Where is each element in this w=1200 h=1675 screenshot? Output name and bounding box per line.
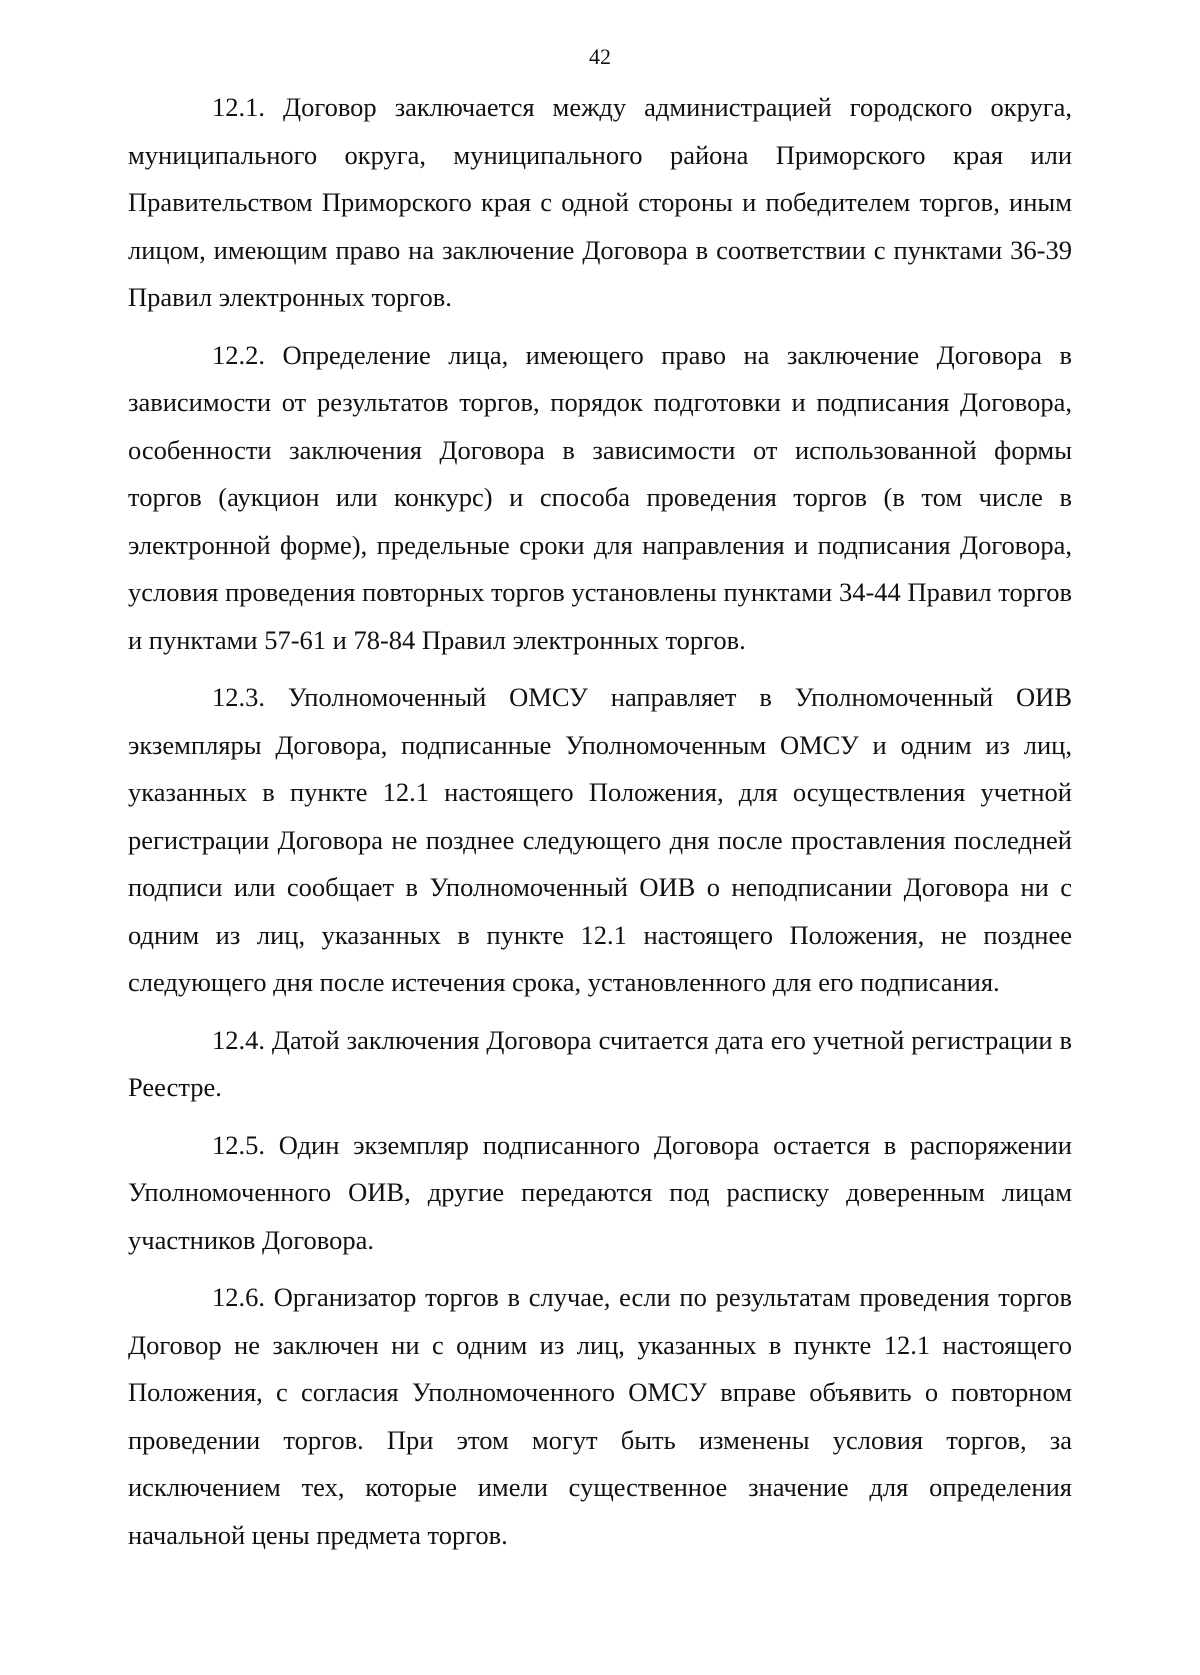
paragraph-12-1: 12.1. Договор заключается между администрацией городского округа, муниципального округа, муниципального района Приморского края или Правительством Приморского края с одной стороны и победителем торгов, иным лицом, имеющим право на заключение Договора в соответствии с пунктами 36-39 Правил электронных торгов. — [128, 92, 1072, 312]
paragraph-12-2: 12.2. Определение лица, имеющего право на заключение Договора в зависимости от результатов торгов, порядок подготовки и подписания Договора, особенности заключения Договора в зависимости от использованной формы торгов (аукцион или конкурс) и способа проведения торгов (в том числе в электронной форме), предельные сроки для направления и подписания Договора, условия проведения повторных торгов установлены пунктами 34-44 Правил торгов и пунктами 57-61 и 78-84 Правил электронных торгов. — [128, 339, 1072, 655]
paragraph-12-3: 12.3. Уполномоченный ОМСУ направляет в Уполномоченный ОИВ экземпляры Договора, подписанные Уполномоченным ОМСУ и одним из лиц, указанных в пункте 12.1 настоящего Положения, для осуществления учетной регистрации Договора не позднее следующего дня после проставления последней подписи или сообщает в Уполномоченный ОИВ о неподписании Договора ни с одним из лиц, указанных в пункте 12.1 настоящего Положения, не позднее следующего дня после истечения срока, установленного для его подписания. — [128, 682, 1072, 997]
paragraph-12-5: 12.5. Один экземпляр подписанного Договора остается в распоряжении Уполномоченного ОИВ, другие передаются под расписку доверенным лицам участников Договора. — [128, 1129, 1072, 1255]
document-body — [128, 84, 1072, 1569]
paragraph-12-6: 12.6. Организатор торгов в случае, если по результатам проведения торгов Договор не заключен ни с одним из лиц, указанных в пункте 12.1 настоящего Положения, с согласия Уполномоченного ОМСУ вправе объявить о повторном проведении торгов. При этом могут быть изменены условия торгов, за исключением тех, которые имели существенное значение для определения начальной цены предмета торгов. — [128, 1282, 1072, 1550]
page-number: 42 — [589, 44, 611, 69]
paragraph-12-4: 12.4. Датой заключения Договора считается дата его учетной регистрации в Реестре. — [128, 1024, 1072, 1102]
